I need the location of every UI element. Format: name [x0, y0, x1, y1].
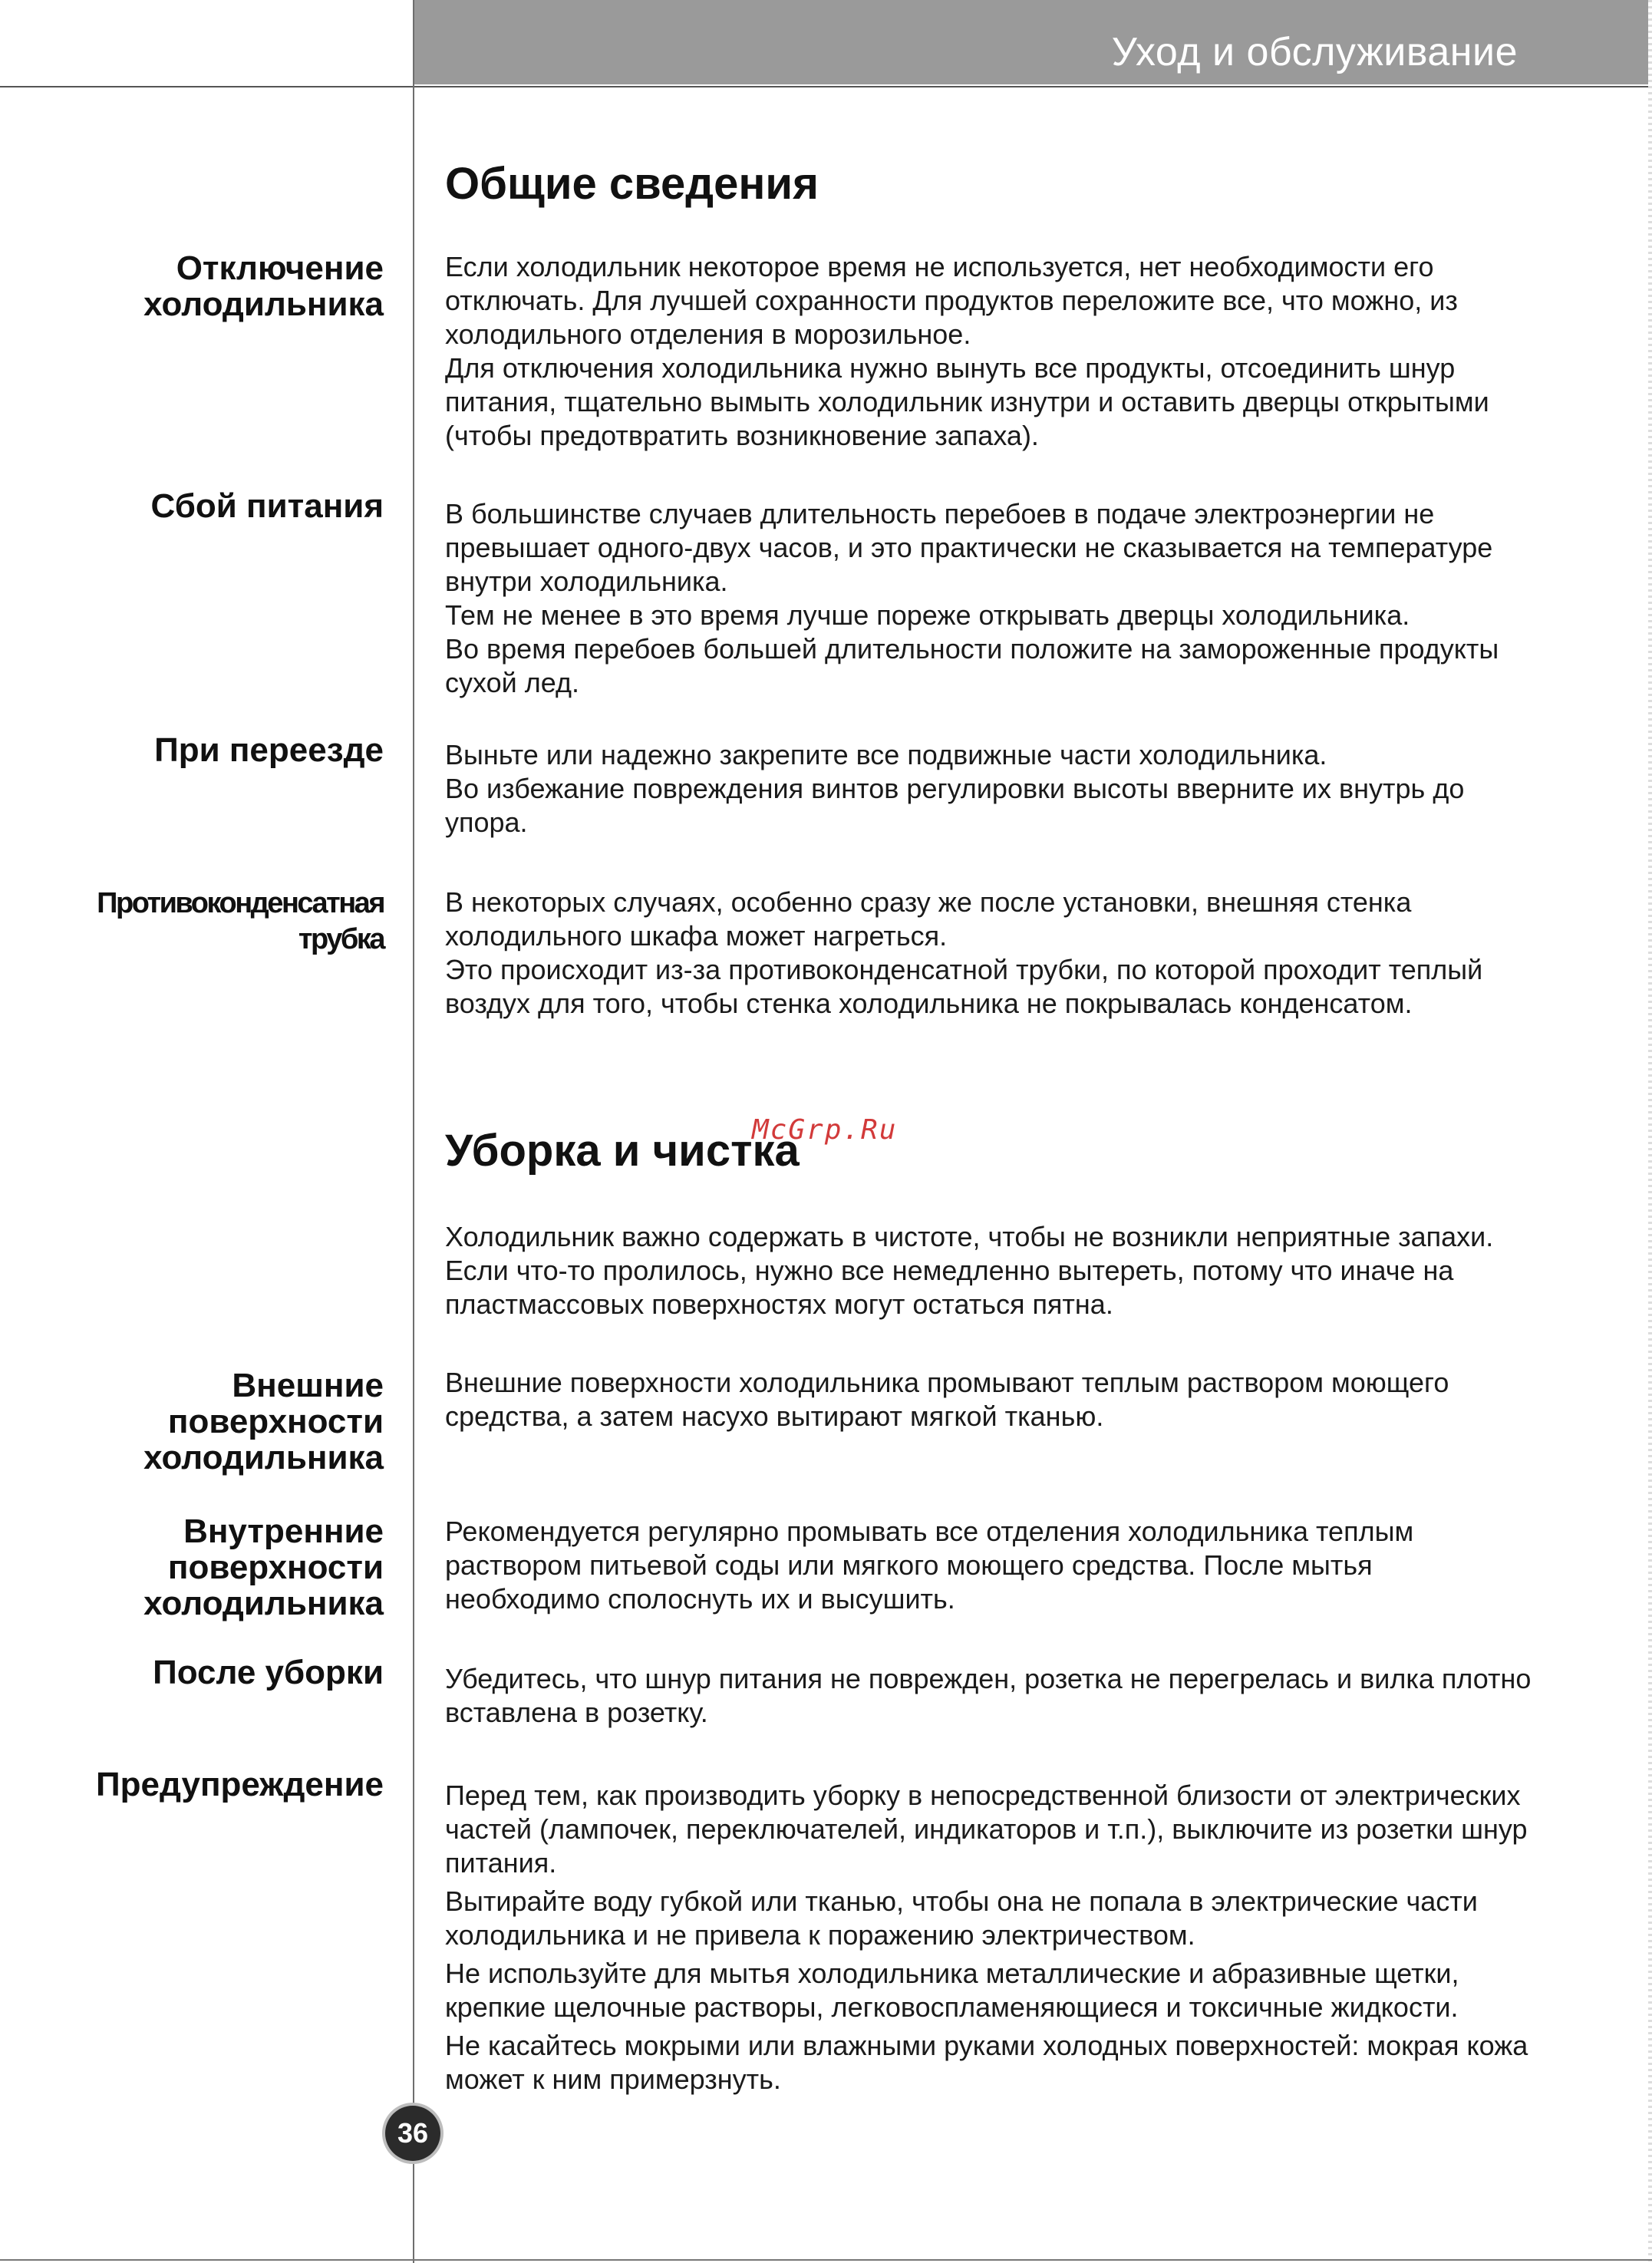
column-divider: [413, 0, 414, 2263]
paragraph: Выньте или надежно закрепите все подвижные части холодильника.: [445, 739, 1327, 770]
paragraph: Внешние поверхности холодильника промывают теплым раствором моющего средства, а затем насухо вытирают мягкой тканью.: [445, 1367, 1449, 1432]
paragraph: Рекомендуется регулярно промывать все отделения холодильника теплым раствором питьевой соды или мягкого моющего средства. После мытья необходимо сполоснуть их и высушить.: [445, 1516, 1414, 1615]
paragraph: Во время перебоев большей длительности положите на замороженные продукты сухой лед.: [445, 633, 1499, 698]
paragraph: Во избежание повреждения винтов регулировки высоты вверните их внутрь до упора.: [445, 773, 1465, 838]
header-divider: [0, 86, 1652, 87]
paragraph: Убедитесь, что шнур питания не поврежден, розетка не перегрелась и вилка плотно вставлена в розетку.: [445, 1663, 1532, 1728]
page-number-badge: 36: [385, 2106, 440, 2161]
text-cleaning-intro: [445, 1220, 1535, 1321]
text-after-cleaning: [445, 1662, 1535, 1730]
paragraph: Не используйте для мытья холодильника металлические и абразивные щетки, крепкие щелочные растворы, легковоспламеняющиеся и токсичные жидкости.: [445, 1958, 1459, 2023]
paragraph: Тем не менее в это время лучше пореже открывать дверцы холодильника.: [445, 599, 1410, 631]
paragraph: Это происходит из-за противоконденсатной трубки, по которой проходит теплый воздух для того, чтобы стенка холодильника не покрывалась конденсатом.: [445, 954, 1483, 1019]
section-title-cleaning: Уборка и чистка: [445, 1126, 800, 1176]
paragraph: Не касайтесь мокрыми или влажными руками холодных поверхностей: мокрая кожа может к ним примерзнуть.: [445, 2030, 1528, 2095]
text-anticondensation-tube: [445, 886, 1535, 1021]
paragraph: Для отключения холодильника нужно вынуть все продукты, отсоединить шнур питания, тщательно вымыть холодильник изнутри и оставить дверцы открытыми (чтобы предотвратить возникновение запаха).: [445, 352, 1489, 451]
text-exterior-surfaces: [445, 1366, 1535, 1433]
text-switch-off: [445, 250, 1535, 453]
page-edge-marks: [1648, 0, 1652, 2263]
paragraph: Перед тем, как производить уборку в непосредственной близости от электрических частей (лампочек, переключателей, индикаторов и т.п.), выключите из розетки шнур питания.: [445, 1780, 1528, 1879]
header-band: [414, 0, 1652, 84]
label-anticondensation-tube: Противоконденсатная трубка: [97, 887, 384, 955]
watermark: McGrp.Ru: [752, 1114, 898, 1146]
page-header-title: Уход и обслуживание: [1111, 30, 1518, 74]
section-title-general: Общие сведения: [445, 159, 819, 209]
text-moving: [445, 738, 1535, 840]
label-exterior-surfaces: Внешние поверхности холодильника: [143, 1367, 384, 1476]
paragraph: Холодильник важно содержать в чистоте, чтобы не возникли неприятные запахи. Если что-то пролилось, нужно все немедленно вытереть, потому что иначе на пластмассовых поверхностях могут остаться пятна.: [445, 1221, 1494, 1320]
paragraph: В некоторых случаях, особенно сразу же после установки, внешняя стенка холодильного шкафа может нагреться.: [445, 886, 1412, 952]
text-warning: [445, 1779, 1535, 2096]
label-interior-surfaces: Внутренние поверхности холодильника: [143, 1513, 384, 1622]
label-power-failure: Сбой питания: [150, 487, 384, 525]
label-moving: При переезде: [154, 731, 384, 769]
paragraph: Если холодильник некоторое время не используется, нет необходимости его отключать. Для лучшей сохранности продуктов переложите все, что можно, из холодильного отделения в морозильное.: [445, 251, 1458, 350]
footer-divider: [0, 2259, 1652, 2261]
paragraph: Вытирайте воду губкой или тканью, чтобы она не попала в электрические части холодильника и не привела к поражению электричеством.: [445, 1885, 1478, 1951]
text-interior-surfaces: [445, 1515, 1535, 1616]
label-switch-off: Отключение холодильника: [143, 249, 384, 323]
paragraph: В большинстве случаев длительность перебоев в подаче электроэнергии не превышает одного-двух часов, и это практически не сказывается на температуре внутри холодильника.: [445, 498, 1493, 597]
label-warning: Предупреждение: [96, 1766, 384, 1803]
label-after-cleaning: После уборки: [153, 1654, 384, 1691]
text-power-failure: [445, 497, 1535, 700]
